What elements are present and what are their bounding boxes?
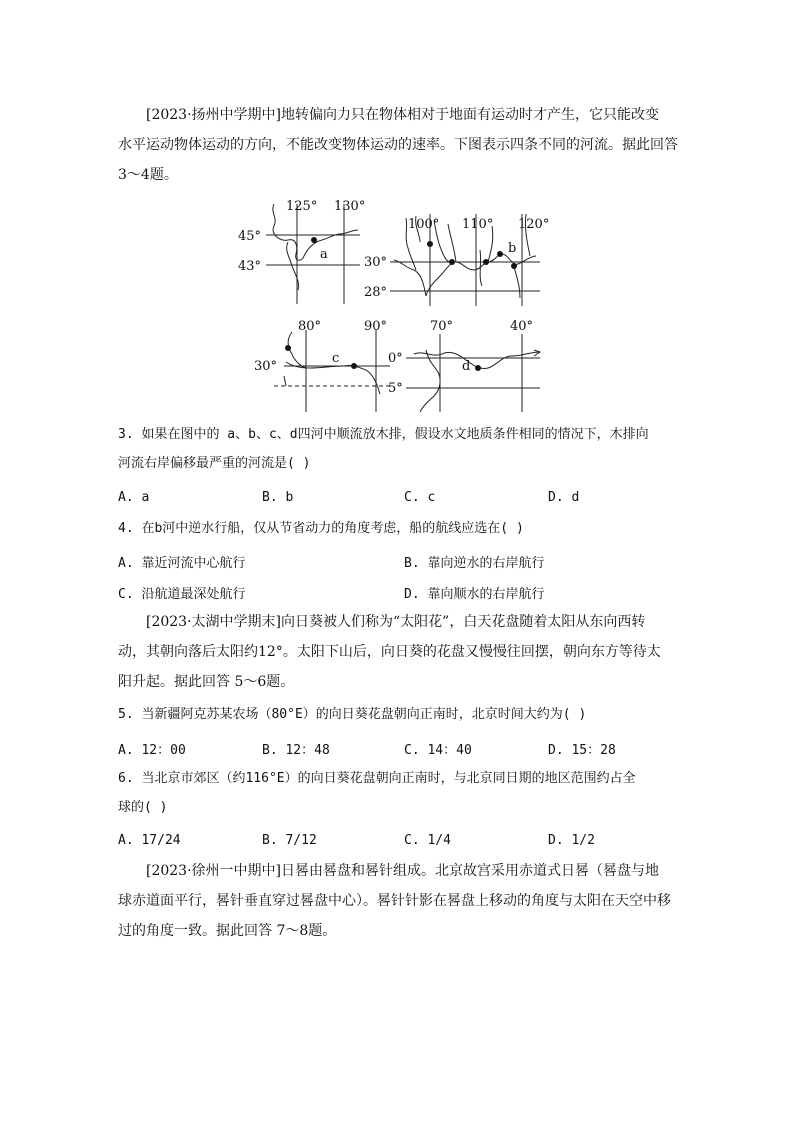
map-a-lon1-label: 125° [286, 199, 318, 214]
map-b-tributary-7 [514, 266, 520, 298]
question-6 [118, 764, 678, 822]
map-a-lat2-label: 43° [238, 259, 262, 274]
river-maps-svg [230, 190, 570, 420]
map-b-tributary-5 [480, 250, 482, 286]
intro2-line2: 动，其朝向落后太阳约12°。太阳下山后，向日葵的花盘又慢慢往回摆，朝向东方等待太 [118, 644, 661, 660]
intro-paragraph-2 [118, 607, 678, 697]
map-d-mouth [534, 350, 540, 356]
q5-options [118, 739, 678, 761]
map-c-river [286, 362, 380, 394]
map-c-lat1-label: 30° [254, 359, 278, 374]
map-a-lat1-label: 45° [238, 229, 262, 244]
q5-stem: 5. 当新疆阿克苏某农场（80°E）的向日葵花盘朝向正南时，北京时间大约为( ) [118, 707, 587, 722]
map-b-lat2-label: 28° [364, 285, 388, 300]
map-b-tributary-4 [448, 224, 456, 262]
q4-option-c[interactable]: C. 沿航道最深处航行 [118, 587, 246, 602]
map-b-river [394, 254, 536, 296]
q4-option-a[interactable]: A. 靠近河流中心航行 [118, 556, 246, 571]
q4-option-d[interactable]: D. 靠向顺水的右岸航行 [404, 587, 545, 602]
q5-option-a[interactable]: A. 12：00 [118, 743, 186, 758]
map-d-point-label: d [462, 359, 471, 374]
q6-option-b[interactable]: B. 7/12 [262, 833, 317, 848]
map-d-point [475, 365, 481, 371]
q5-option-d[interactable]: D. 15：28 [548, 743, 616, 758]
q3-option-a[interactable]: A. a [118, 490, 150, 505]
q4-stem: 4. 在b河中逆水行船，仅从节省动力的角度考虑，船的航线应选在( ) [118, 521, 524, 536]
intro3-line3: 过的角度一致。据此回答 7～8题。 [118, 923, 337, 939]
q3-line2: 河流右岸偏移最严重的河流是( ) [118, 456, 311, 471]
map-d-lon2-label: 40° [510, 319, 534, 334]
q6-option-a[interactable]: A. 17/24 [118, 833, 181, 848]
map-b-point-1 [427, 241, 433, 247]
q6-line2: 球的( ) [118, 800, 168, 815]
q6-options [118, 833, 678, 855]
river-maps-figure [230, 190, 570, 420]
map-c-coast [284, 376, 286, 386]
q3-line1: 3. 如果在图中的 a、b、c、d四河中顺流放木排，假设水文地质条件相同的情况下，木排向 [118, 427, 649, 442]
map-d-coast [420, 350, 440, 412]
intro2-line1: [2023·太湖中学期末]向日葵被人们称为“太阳花”，白天花盘随着太阳从东向西转 [146, 614, 646, 630]
intro3-line1: [2023·徐州一中期中]日晷由晷盘和晷针组成。北京故宫采用赤道式日晷（晷盘与地 [146, 863, 660, 879]
q3-option-c[interactable]: C. c [404, 490, 436, 505]
q5-option-b[interactable]: B. 12：48 [262, 743, 330, 758]
q6-line1: 6. 当北京市郊区（约116°E）的向日葵花盘朝向正南时，与北京同日期的地区范围约占全 [118, 771, 636, 786]
map-b-point-4 [497, 251, 503, 257]
question-5 [118, 700, 678, 729]
question-4 [118, 514, 678, 543]
map-a-point-label: a [320, 247, 328, 262]
q4-options-row-2 [118, 583, 678, 605]
intro1-line3: 3～4题。 [118, 167, 178, 183]
intro1-line1: [2023·扬州中学期中]地转偏向力只在物体相对于地面有运动时才产生，它只能改变 [146, 107, 660, 123]
map-d-lat1-label: 0° [388, 351, 403, 366]
map-a-point [311, 237, 317, 243]
map-b-lon2-label: 110° [462, 217, 494, 232]
map-b-lon1-label: 100° [408, 217, 440, 232]
map-b-point-5 [511, 263, 517, 269]
intro-paragraph-3 [118, 856, 678, 946]
map-b-lat1-label: 30° [364, 255, 388, 270]
map-c-lon1-label: 80° [298, 319, 322, 334]
map-b-point-label: b [508, 241, 517, 256]
map-c-point-1 [285, 345, 291, 351]
map-c-point-2 [351, 363, 357, 369]
map-b-lon3-label: 120° [518, 217, 550, 232]
q3-option-b[interactable]: B. b [262, 490, 294, 505]
map-c-tributary [288, 332, 306, 368]
map-c-point-label: c [332, 351, 340, 366]
q6-option-c[interactable]: C. 1/4 [404, 833, 451, 848]
map-b-point-3 [483, 259, 489, 265]
map-a-lon2-label: 130° [334, 199, 366, 214]
q6-option-d[interactable]: D. 1/2 [548, 833, 595, 848]
question-3 [118, 420, 678, 478]
q5-option-c[interactable]: C. 14：40 [404, 743, 472, 758]
q4-options-row-1 [118, 552, 678, 574]
map-d-lat2-label: 5° [388, 381, 403, 396]
map-d-lon1-label: 70° [430, 319, 454, 334]
intro1-line2: 水平运动物体运动的方向，不能改变物体运动的速率。下图表示四条不同的河流。据此回答 [118, 137, 678, 153]
q3-option-d[interactable]: D. d [548, 490, 580, 505]
intro3-line2: 球赤道面平行，晷针垂直穿过晷盘中心）。晷针针影在晷盘上移动的角度与太阳在天空中移 [118, 893, 671, 909]
q3-options [118, 490, 678, 512]
q4-option-b[interactable]: B. 靠向逆水的右岸航行 [404, 556, 545, 571]
map-b-point-2 [449, 259, 455, 265]
map-c-lon2-label: 90° [364, 319, 388, 334]
intro2-line3: 阳升起。据此回答 5～6题。 [118, 674, 295, 690]
intro-paragraph-1 [118, 100, 678, 190]
